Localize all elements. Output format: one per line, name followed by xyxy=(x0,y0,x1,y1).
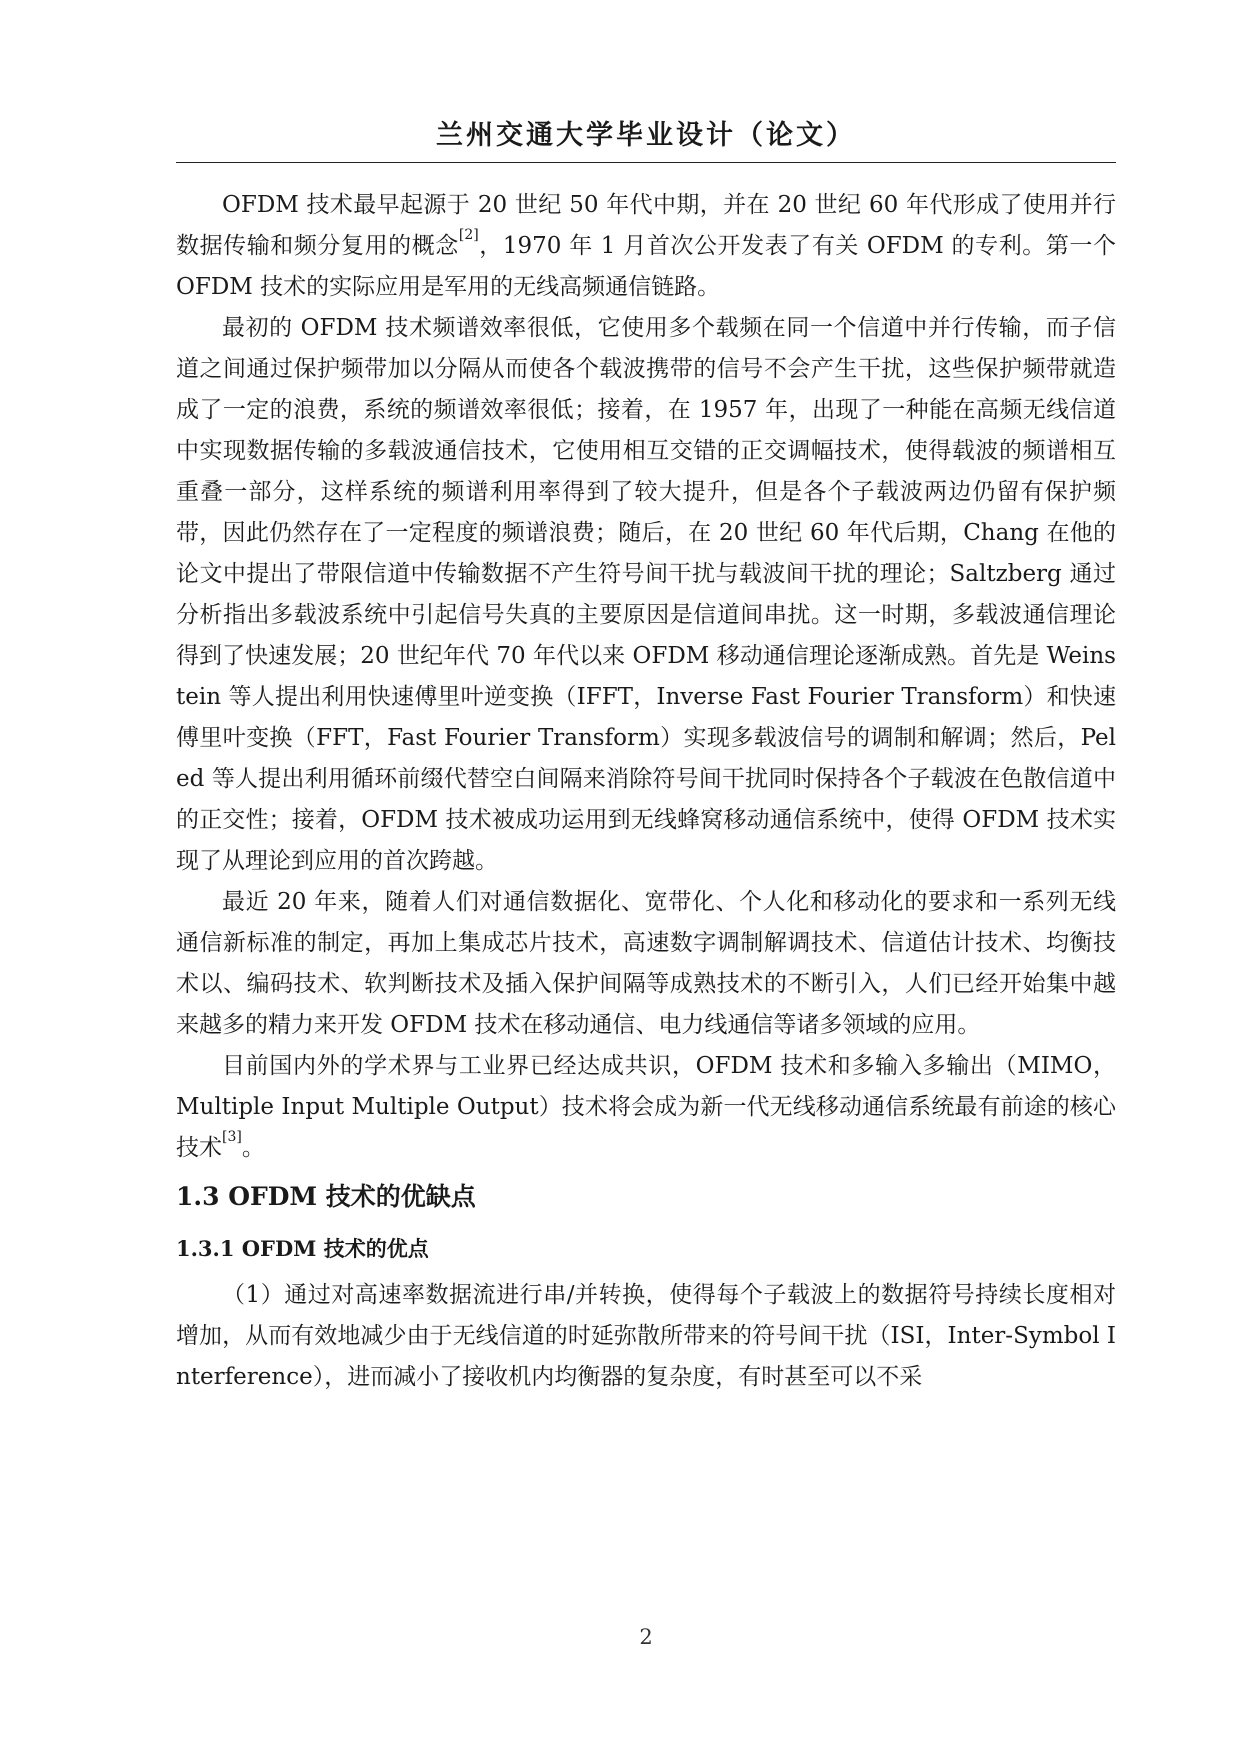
page-content xyxy=(176,185,1116,1398)
page-number: 2 xyxy=(639,1625,653,1649)
paragraph-ofdm-history: 最初的 OFDM 技术频谱效率很低，它使用多个载频在同一个信道中并行传输，而子信道之间通过保护频带加以分隔从而使各个载波携带的信号不会产生干扰，这些保护频带就造成了一定的浪费，系统的频谱效率很低；接着，在 1957 年，出现了一种能在高频无线信道中实现数据传输的多载波通信技术，它使用相互交错的正交调幅技术，使得载波的频谱相互重叠一部分，这样系统的频谱利用率得到了较大提升，但是各个子载波两边仍留有保护频带，因此仍然存在了一定程度的频谱浪费；随后，在 20 世纪 60 年代后期，Chang 在他的论文中提出了带限信道中传输数据不产生符号间干扰与载波间干扰的理论；Saltzberg 通过分析指出多载波系统中引起信号失真的主要原因是信道间串扰。这一时期，多载波通信理论得到了快速发展；20 世纪年代 70 年代以来 OFDM 移动通信理论逐渐成熟。首先是 Weinstein 等人提出利用快速傅里叶逆变换（IFFT，Inverse Fast Fourier Transform）和快速傅里叶变换（FFT，Fast Fourier Transform）实现多载波信号的调制和解调；然后，Peled 等人提出利用循环前缀代替空白间隔来消除符号间干扰同时保持各个子载波在色散信道中的正交性；接着，OFDM 技术被成功运用到无线蜂窝移动通信系统中，使得 OFDM 技术实现了从理论到应用的首次跨越。 xyxy=(176,315,1116,874)
running-header: 兰州交通大学毕业设计（论文） xyxy=(436,120,856,151)
paragraph-consensus xyxy=(176,1046,1116,1169)
paragraph-text: OFDM 技术最早起源于 20 世纪 50 年代中期，并在 20 世纪 60 年代形成了使用并行数据传输和频分复用的概念 xyxy=(176,192,1116,259)
paragraph-text: 。 xyxy=(241,1135,265,1161)
paragraph-advantage-1: （1）通过对高速率数据流进行串/并转换，使得每个子载波上的数据符号持续长度相对增加，从而有效地减少由于无线信道的时延弥散所带来的符号间干扰（ISI，Inter-Symbol Interference），进而减小了接收机内均衡器的复杂度，有时甚至可以不采 xyxy=(176,1282,1116,1390)
subsection-heading: 1.3.1 OFDM 技术的优点 xyxy=(176,1236,429,1261)
paragraph-text: 目前国内外的学术界与工业界已经达成共识，OFDM 技术和多输入多输出（MIMO，Multiple Input Multiple Output）技术将会成为新一代无线移动通信系统最有前途的核心技术 xyxy=(176,1053,1116,1161)
section-heading: 1.3 OFDM 技术的优缺点 xyxy=(176,1182,476,1211)
paragraph-text: ，1970 年 1 月首次公开发表了有关 OFDM 的专利。第一个 OFDM 技术的实际应用是军用的无线高频通信链路。 xyxy=(176,233,1116,300)
paragraph-recent-development: 最近 20 年来，随着人们对通信数据化、宽带化、个人化和移动化的要求和一系列无线通信新标准的制定，再加上集成芯片技术，高速数字调制解调技术、信道估计技术、均衡技术以、编码技术、软判断技术及插入保护间隔等成熟技术的不断引入，人们已经开始集中越来越多的精力来开发 OFDM 技术在移动通信、电力线通信等诸多领域的应用。 xyxy=(176,889,1116,1038)
citation-ref: [3] xyxy=(222,1129,242,1145)
paragraph-ofdm-origin xyxy=(176,185,1116,308)
header-rule xyxy=(176,162,1116,163)
citation-ref: [2] xyxy=(458,227,479,243)
